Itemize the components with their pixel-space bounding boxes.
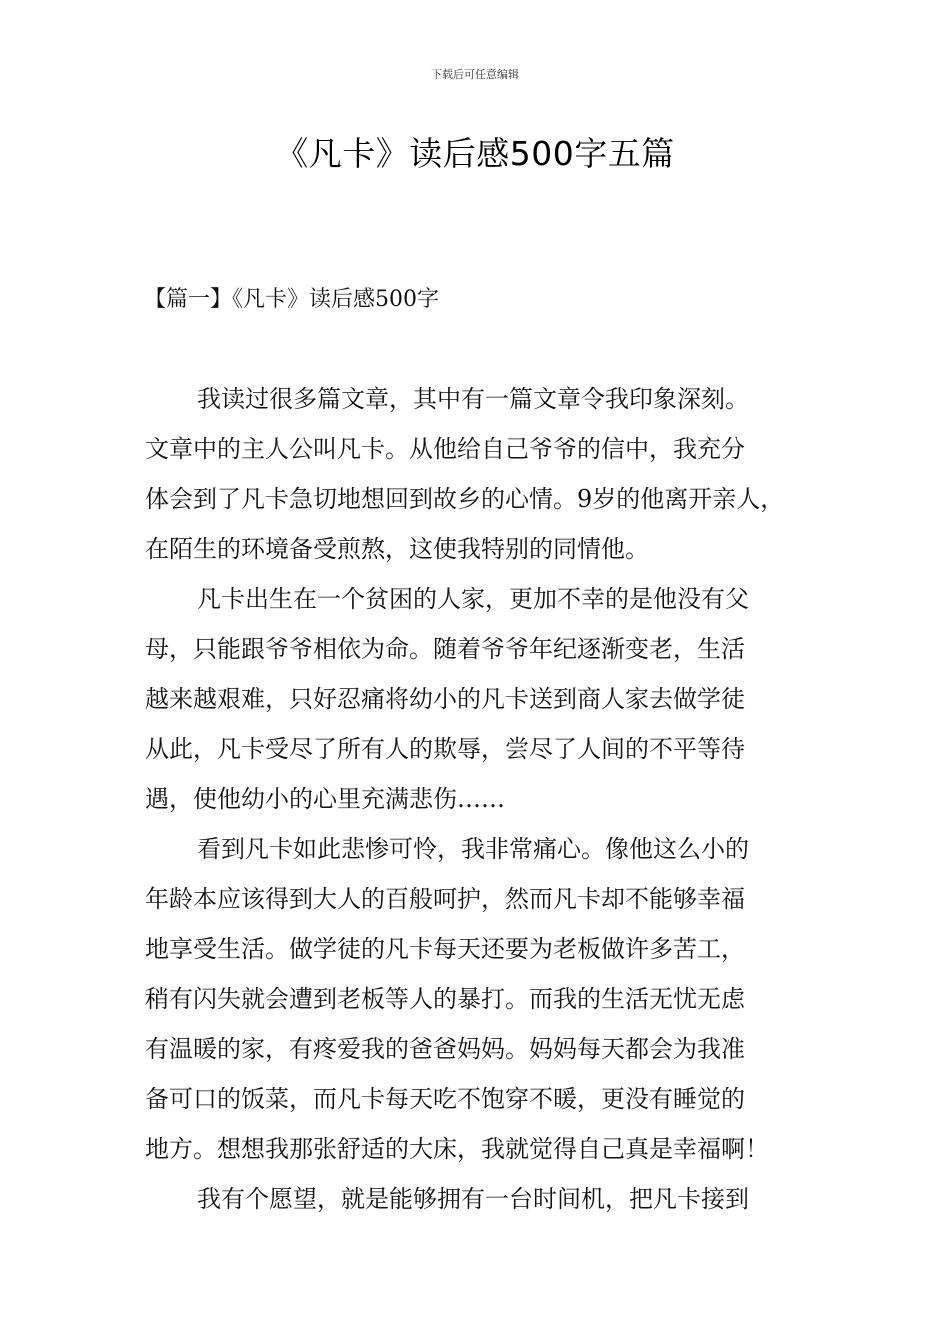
text-line: 越来越艰难，只好忍痛将幼小的凡卡送到商人家去做学徒 — [145, 685, 745, 713]
text-line: 我读过很多篇文章，其中有一篇文章令我印象深刻。 — [197, 385, 749, 413]
text-line: 在陌生的环境备受煎熬，这使我特别的同情他。 — [145, 535, 649, 563]
text-line: 我有个愿望，就是能够拥有一台时间机，把凡卡接到 — [197, 1185, 749, 1213]
text-line: 地享受生活。做学徒的凡卡每天还要为老板做许多苦工， — [145, 935, 745, 963]
text-line: 看到凡卡如此悲惨可怜，我非常痛心。像他这么小的 — [197, 835, 749, 863]
text-line: 备可口的饭菜，而凡卡每天吃不饱穿不暖，更没有睡觉的 — [145, 1085, 745, 1113]
text-line: 体会到了凡卡急切地想回到故乡的心情。9岁的他离开亲人， — [145, 485, 785, 513]
text-line: 从此，凡卡受尽了所有人的欺辱，尝尽了人间的不平等待 — [145, 735, 745, 763]
text-line: 凡卡出生在一个贫困的人家，更加不幸的是他没有父 — [197, 585, 749, 613]
text-line: 文章中的主人公叫凡卡。从他给自己爷爷的信中，我充分 — [145, 435, 745, 463]
header-note: 下载后可任意编辑 — [431, 68, 519, 81]
document-title: 《凡卡》读后感500字五篇 — [275, 134, 675, 173]
text-line: 稍有闪失就会遭到老板等人的暴打。而我的生活无忧无虑 — [145, 985, 745, 1013]
text-line: 有温暖的家，有疼爱我的爸爸妈妈。妈妈每天都会为我准 — [145, 1035, 745, 1063]
section-heading: 【篇一】《凡卡》读后感500字 — [144, 287, 439, 312]
text-line: 年龄本应该得到大人的百般呵护，然而凡卡却不能够幸福 — [145, 885, 745, 913]
text-line: 遇，使他幼小的心里充满悲伤…… — [145, 785, 505, 813]
text-line: 母，只能跟爷爷相依为命。随着爷爷年纪逐渐变老，生活 — [145, 635, 745, 663]
body-text — [145, 374, 815, 1224]
text-line: 地方。想想我那张舒适的大床，我就觉得自己真是幸福啊！ — [145, 1135, 769, 1163]
